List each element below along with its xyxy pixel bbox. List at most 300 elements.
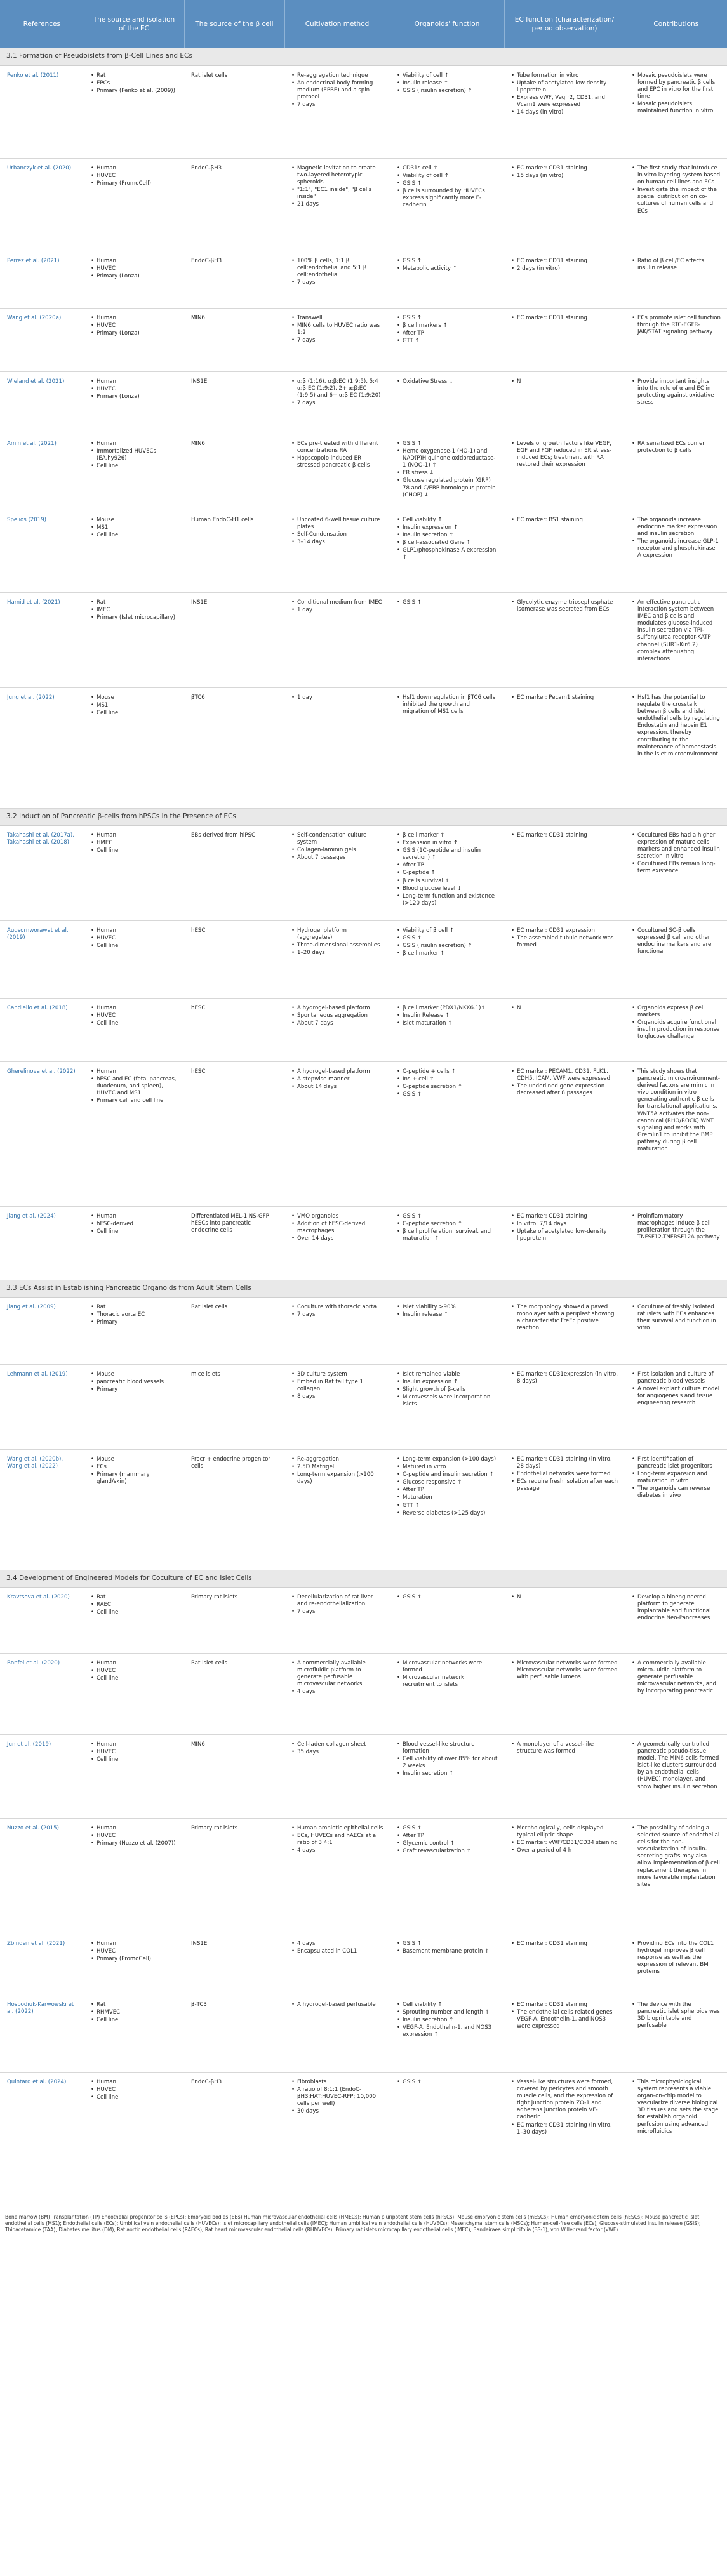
ec-source-cell xyxy=(84,1587,184,1653)
ec-source-cell-list xyxy=(91,1741,178,1764)
list-item: • GSIS (insulin secretion) ↑ xyxy=(397,943,498,950)
list-item: • Cell viability of over 85% for about 2 weeks xyxy=(397,1756,498,1770)
ec-function-cell-list xyxy=(511,258,618,272)
table-row xyxy=(0,2072,727,2208)
organoid-function-cell-list xyxy=(397,1741,498,1778)
reference-cell xyxy=(0,1995,84,2072)
reference-link[interactable]: Spelios (2019) xyxy=(7,516,47,523)
cultivation-method-cell-list xyxy=(291,832,384,862)
organoid-function-cell xyxy=(390,1449,504,1570)
cultivation-method-cell-list xyxy=(291,315,384,345)
table-row xyxy=(0,1587,727,1653)
list-item: • Rat xyxy=(91,2002,178,2008)
reference-cell xyxy=(0,251,84,308)
reference-link[interactable]: Jiang et al. (2009) xyxy=(7,1303,56,1310)
organoid-function-cell-list xyxy=(397,832,498,908)
ec-function-cell-list xyxy=(511,927,618,950)
reference-link[interactable]: Wang et al. (2020b), Wang et al. (2022) xyxy=(7,1456,63,1470)
cultivation-method-cell-list xyxy=(291,1068,384,1091)
list-item: • Insulin secretion ↑ xyxy=(397,1770,498,1777)
list-item: • After TP xyxy=(397,330,498,337)
list-item: • β cell markers ↑ xyxy=(397,322,498,329)
contributions-cell-list xyxy=(632,1825,721,1889)
list-item: • Human xyxy=(91,258,178,265)
reference-link[interactable]: Lehmann et al. (2019) xyxy=(7,1371,68,1378)
list-item: • Insulin release ↑ xyxy=(397,80,498,87)
list-item: • Human xyxy=(91,315,178,322)
reference-link[interactable]: Candiello et al. (2018) xyxy=(7,1004,68,1011)
reference-link[interactable]: Wieland et al. (2021) xyxy=(7,378,65,385)
list-item: • ECs pre-treated with different concentrations RA xyxy=(291,441,384,455)
section-row xyxy=(0,1280,727,1297)
reference-link[interactable]: Nuzzo et al. (2015) xyxy=(7,1824,59,1831)
beta-source-cell xyxy=(184,687,284,808)
organoid-function-cell-list xyxy=(397,258,498,272)
list-item: • Graft revascularization ↑ xyxy=(397,1848,498,1855)
list-item: • C-peptide + cells ↑ xyxy=(397,1068,498,1075)
reference-link[interactable]: Kravtsova et al. (2020) xyxy=(7,1593,70,1600)
list-item: • GSIS (insulin secretion) ↑ xyxy=(397,88,498,95)
reference-cell xyxy=(0,687,84,808)
reference-link[interactable]: Hospodiuk-Karwowski et al. (2022) xyxy=(7,2001,74,2015)
ec-function-cell-list xyxy=(511,694,618,701)
list-item: • GSIS ↑ xyxy=(397,599,498,606)
list-item: • Primary (Islet microcapillary) xyxy=(91,614,178,621)
reference-cell xyxy=(0,2072,84,2208)
contributions-cell-list xyxy=(632,258,721,272)
cultivation-method-cell xyxy=(284,1061,390,1206)
list-item: • Maturation xyxy=(397,1494,498,1501)
organoid-function-cell-list xyxy=(397,1941,498,1955)
organoid-function-cell xyxy=(390,592,504,687)
list-item: • Cell line xyxy=(91,1756,178,1763)
list-item: • Blood vessel-like structure formation xyxy=(397,1741,498,1755)
list-item: • 2.5D Matrigel xyxy=(291,1464,384,1471)
section-row xyxy=(0,1570,727,1587)
list-item: • Over a period of 4 h xyxy=(511,1847,618,1854)
list-item: • A ratio of 8:1:1 (EndoC-βH3:HAT:HUVEC-RFP; 10,000 cells per well) xyxy=(291,2087,384,2108)
list-item: • Insulin expression ↑ xyxy=(397,1379,498,1386)
list-item: • Glycemic control ↑ xyxy=(397,1840,498,1847)
reference-link[interactable]: Quintard et al. (2024) xyxy=(7,2078,67,2085)
ec-function-cell xyxy=(504,1297,625,1364)
list-item: • EC marker: CD31 expression xyxy=(511,927,618,934)
list-item: • 35 days xyxy=(291,1749,384,1756)
list-item: • EC marker: CD31expression (in vitro, 8 days) xyxy=(511,1371,618,1385)
beta-source-cell xyxy=(184,158,284,251)
contributions-cell xyxy=(625,158,727,251)
list-item: • Rat xyxy=(91,1594,178,1601)
list-item: • 4 days xyxy=(291,1847,384,1854)
ec-function-cell xyxy=(504,2072,625,2208)
contributions-cell xyxy=(625,1364,727,1449)
list-item: • Primary (Lonza) xyxy=(91,273,178,280)
list-item: • Expansion in vitro ↑ xyxy=(397,840,498,847)
reference-cell xyxy=(0,1061,84,1206)
list-item: • Decellularization of rat liver and re-endothelialization xyxy=(291,1594,384,1608)
list-item: • Insulin expression ↑ xyxy=(397,524,498,531)
list-item: • GSIS ↑ xyxy=(397,1594,498,1601)
contributions-cell xyxy=(625,920,727,998)
list-item: • The endothelial cells related genes VEGF-A, Endothelin-1, and NOS3 were expressed xyxy=(511,2009,618,2031)
table-row xyxy=(0,510,727,592)
table-row xyxy=(0,371,727,434)
list-item: • Cell line xyxy=(91,710,178,717)
list-item: • VMO organoids xyxy=(291,1213,384,1220)
table-row xyxy=(0,592,727,687)
header-references: References xyxy=(0,0,84,48)
list-item: • Embed in Rat tail type 1 collagen xyxy=(291,1379,384,1393)
list-item: • 30 days xyxy=(291,2108,384,2115)
ec-source-cell xyxy=(84,434,184,510)
ec-function-cell xyxy=(504,825,625,920)
contributions-cell-list xyxy=(632,1213,721,1242)
organoid-function-cell xyxy=(390,1364,504,1449)
contributions-cell-list xyxy=(632,2079,721,2135)
beta-source-cell xyxy=(184,2072,284,2208)
list-item: • Reverse diabetes (>125 days) xyxy=(397,1510,498,1517)
list-item: • Cell line xyxy=(91,2094,178,2101)
list-item: • Uptake of acetylated low-density lipoprotein xyxy=(511,1228,618,1242)
ec-function-cell-list xyxy=(511,832,618,839)
table-row xyxy=(0,998,727,1061)
list-item: • Human amniotic epithelial cells xyxy=(291,1825,384,1832)
cultivation-method-cell xyxy=(284,1995,390,2072)
list-item: • HUVEC xyxy=(91,1668,178,1675)
table-row xyxy=(0,825,727,920)
list-item: • β cell marker ↑ xyxy=(397,832,498,839)
list-item: • Mouse xyxy=(91,694,178,701)
ec-function-cell xyxy=(504,251,625,308)
header-ec-source: The source and isolation of the EC xyxy=(84,0,184,48)
contributions-cell xyxy=(625,1449,727,1570)
reference-cell xyxy=(0,371,84,434)
reference-link[interactable]: Zbinden et al. (2021) xyxy=(7,1940,65,1947)
list-item: • Providing ECs into the COL1 hydrogel improves β cell response as well as the expression of relevant BM proteins xyxy=(632,1941,721,1976)
reference-cell xyxy=(0,920,84,998)
organoid-function-cell xyxy=(390,65,504,158)
reference-link[interactable]: Jung et al. (2022) xyxy=(7,694,55,701)
list-item: • 8 days xyxy=(291,1393,384,1400)
list-item: • Cell line xyxy=(91,463,178,470)
organoid-function-cell xyxy=(390,251,504,308)
ec-function-cell-list xyxy=(511,72,618,117)
reference-link[interactable]: Jiang et al. (2024) xyxy=(7,1212,56,1219)
ec-function-cell xyxy=(504,65,625,158)
ec-function-cell-list xyxy=(511,1304,618,1332)
section-title: 3.3 ECs Assist in Establishing Pancreatic Organoids from Adult Stem Cells xyxy=(0,1280,727,1297)
list-item: • This study shows that pancreatic microenvironment-derived factors are mimic in vivo condition in vitro generating authentic β cells for translational applications. WNT5A activates the non-canonical (RHO/ROCK) WNT signaling and works with Gremlin1 to inhibit the BMP pathway during β cell maturation xyxy=(632,1068,721,1153)
beta-source-cell xyxy=(184,371,284,434)
list-item: • HUVEC xyxy=(91,1833,178,1840)
organoid-function-cell xyxy=(390,920,504,998)
list-item: • About 14 days xyxy=(291,1084,384,1091)
list-item: • GSIS (1C-peptide and insulin secretion) ↑ xyxy=(397,847,498,861)
ec-function-cell-list xyxy=(511,1741,618,1755)
list-item: • Islet maturation ↑ xyxy=(397,1020,498,1027)
list-item: • The device with the pancreatic islet spheroids was 3D bioprintable and perfusable xyxy=(632,2002,721,2030)
ec-source-cell xyxy=(84,687,184,808)
list-item: • Uncoated 6-well tissue culture plates xyxy=(291,517,384,531)
contributions-cell-list xyxy=(632,1741,721,1791)
list-item: • ECs promote islet cell function through the RTC-EGFR-JAK/STAT signaling pathway xyxy=(632,315,721,336)
contributions-cell xyxy=(625,1995,727,2072)
organoid-function-cell-list xyxy=(397,599,498,606)
list-item: • Primary cell and cell line xyxy=(91,1098,178,1105)
cultivation-method-cell-list xyxy=(291,694,384,701)
list-item: • C-peptide secretion ↑ xyxy=(397,1221,498,1228)
list-item: • Human xyxy=(91,1005,178,1012)
list-item: • HUVEC xyxy=(91,1749,178,1756)
ec-source-cell-list xyxy=(91,1941,178,1963)
list-item: • Encapsulated in COL1 xyxy=(291,1948,384,1955)
list-item: • Mouse xyxy=(91,517,178,524)
ec-function-cell-list xyxy=(511,2002,618,2031)
contributions-cell-list xyxy=(632,1304,721,1332)
ec-source-cell xyxy=(84,1364,184,1449)
section-row xyxy=(0,48,727,65)
beta-source-cell-text: MIN6 xyxy=(191,1741,205,1748)
organoid-function-cell xyxy=(390,371,504,434)
list-item: • GSIS ↑ xyxy=(397,180,498,187)
ec-source-cell-list xyxy=(91,165,178,188)
beta-source-cell xyxy=(184,1734,284,1818)
ec-function-cell-list xyxy=(511,441,618,469)
ec-source-cell-list xyxy=(91,1213,178,1236)
ec-source-cell xyxy=(84,1297,184,1364)
ec-source-cell-list xyxy=(91,72,178,95)
organoid-function-cell-list xyxy=(397,1456,498,1517)
list-item: • Long-term expansion and maturation in vitro xyxy=(632,1471,721,1485)
list-item: • MS1 xyxy=(91,524,178,531)
contributions-cell-list xyxy=(632,517,721,560)
list-item: • 2 days (in vitro) xyxy=(511,265,618,272)
list-item: • Cocultured SC-β cells expressed β cell and other endocrine markers and are functional xyxy=(632,927,721,956)
list-item: • Coculture with thoracic aorta xyxy=(291,1304,384,1311)
ec-source-cell xyxy=(84,1061,184,1206)
table-footnote: Bone marrow (BM) Transplantation (TP) Endothelial progenitor cells (EPCs); Embryoid bodies (EBs) Human microvascular endothelial cells (HMECs); Human pluripotent stem cells (hPSCs); Mouse embryonic stem cells (mESCs); Human embryonic stem cells (hESCs); Mouse pancreatic islet endothelial cells (MS1); Endothelial cells (ECs); Umbilical vein endothelial cells (HUVECs); Islet microcapillary endothelial cells (IMEC); Human umbilical vein endothelial cells (HUVECs); Mesenchymal stem cells (MSCs); Human-cell-free cells (ECs); Glucose-stimulated insulin release (GSIS); Thioacetamide (TAA); Diabetes mellitus (DM); Rat aortic endothelial cells (RAECs); Rat heart microvascular endothelial cells (RHMVECs); Primary rat islets microcapillary endothelial cells (IMEC); Bandeiraea simplicifolia (BS-1); von Willebrand factor (vWF). xyxy=(5,2214,701,2233)
list-item: • HUVEC xyxy=(91,935,178,942)
ec-function-cell-list xyxy=(511,315,618,322)
list-item: • A commercially available microfluidic platform to generate perfusable microvascular networks xyxy=(291,1660,384,1689)
organoid-function-cell-list xyxy=(397,1594,498,1601)
table-row xyxy=(0,687,727,808)
list-item: • ER stress ↓ xyxy=(397,470,498,477)
table-row xyxy=(0,1364,727,1449)
table-row xyxy=(0,1061,727,1206)
ec-function-cell xyxy=(504,1818,625,1934)
ec-function-cell-list xyxy=(511,1068,618,1098)
list-item: • RAEC xyxy=(91,1602,178,1609)
list-item: • MIN6 cells to HUVEC ratio was 1:2 xyxy=(291,322,384,336)
table-row xyxy=(0,251,727,308)
list-item: • GTT ↑ xyxy=(397,338,498,345)
cultivation-method-cell-list xyxy=(291,1941,384,1955)
beta-source-cell xyxy=(184,251,284,308)
ec-source-cell xyxy=(84,308,184,371)
list-item: • Rat xyxy=(91,1304,178,1311)
list-item: • Over 14 days xyxy=(291,1235,384,1242)
list-item: • GSIS ↑ xyxy=(397,1941,498,1948)
ec-source-cell xyxy=(84,1818,184,1934)
reference-link[interactable]: Bonfel et al. (2020) xyxy=(7,1659,60,1666)
list-item: • Cell line xyxy=(91,1675,178,1682)
list-item: • Hopscopolo induced ER stressed pancreatic β cells xyxy=(291,455,384,469)
beta-source-cell xyxy=(184,510,284,592)
list-item: • A hydrogel-based platform xyxy=(291,1068,384,1075)
contributions-cell-list xyxy=(632,1660,721,1696)
contributions-cell xyxy=(625,1297,727,1364)
contributions-cell xyxy=(625,592,727,687)
cultivation-method-cell xyxy=(284,1818,390,1934)
reference-link[interactable]: Urbanczyk et al. (2020) xyxy=(7,164,72,171)
contributions-cell xyxy=(625,1818,727,1934)
list-item: • An endocrinal body forming medium (EPBE) and a spin protocol xyxy=(291,80,384,102)
list-item: • Human xyxy=(91,1941,178,1948)
list-item: • Cell line xyxy=(91,1228,178,1235)
list-item: • Primary (Nuzzo et al. (2007)) xyxy=(91,1840,178,1847)
reference-link[interactable]: Amin et al. (2021) xyxy=(7,440,57,447)
cultivation-method-cell xyxy=(284,1587,390,1653)
ec-source-cell-list xyxy=(91,1594,178,1617)
cultivation-method-cell xyxy=(284,434,390,510)
list-item: • Basement membrane protein ↑ xyxy=(397,1948,498,1955)
beta-source-cell-text: Rat islet cells xyxy=(191,1659,228,1666)
list-item: • Collagen-laminin gels xyxy=(291,847,384,854)
table-row xyxy=(0,434,727,510)
reference-link[interactable]: Wang et al. (2020a) xyxy=(7,314,62,321)
organoid-function-cell xyxy=(390,1206,504,1280)
contributions-cell-list xyxy=(632,1068,721,1153)
table-row xyxy=(0,1995,727,2072)
organoid-function-cell xyxy=(390,1297,504,1364)
list-item: • Mosaic pseudoislets were formed by pancreatic β cells and EPC in vitro for the first time xyxy=(632,72,721,101)
list-item: • 100% β cells, 1:1 β cell:endothelial and 5:1 β cell:endothelial xyxy=(291,258,384,279)
list-item: • This microphysiological system represents a viable organ-on-chip model to vascularize diverse biological 3D tissues and sets the stage for establish organoid perfusion using advanced microfluidics xyxy=(632,2079,721,2135)
reference-link[interactable]: Jun et al. (2019) xyxy=(7,1741,51,1748)
list-item: • Spontaneous aggregation xyxy=(291,1012,384,1019)
list-item: • HUVEC xyxy=(91,2087,178,2094)
list-item: • Hydrogel platform (aggregates) xyxy=(291,927,384,941)
list-item: • Primary (PromoCell) xyxy=(91,180,178,187)
ec-function-cell xyxy=(504,920,625,998)
list-item: • HUVEC xyxy=(91,322,178,329)
reference-link[interactable]: Gherelinova et al. (2022) xyxy=(7,1068,76,1075)
list-item: • A commercially available micro- uidic platform to generate perfusable microvascular networks, and by incorporating pancreatic xyxy=(632,1660,721,1696)
organoid-function-cell-list xyxy=(397,165,498,209)
list-item: • Human xyxy=(91,1741,178,1748)
cultivation-method-cell-list xyxy=(291,258,384,287)
cultivation-method-cell-list xyxy=(291,2079,384,2116)
beta-source-cell xyxy=(184,1061,284,1206)
ec-source-cell xyxy=(84,65,184,158)
list-item: • Mouse xyxy=(91,1456,178,1463)
beta-source-cell xyxy=(184,998,284,1061)
beta-source-cell xyxy=(184,1364,284,1449)
beta-source-cell-text: βTC6 xyxy=(191,694,205,701)
list-item: • RA sensitized ECs confer protection to β cells xyxy=(632,441,721,455)
organoid-function-cell-list xyxy=(397,315,498,345)
list-item: • C-peptide ↑ xyxy=(397,870,498,877)
list-item: • MS1 xyxy=(91,702,178,709)
list-item: • First isolation and culture of pancreatic blood vessels xyxy=(632,1371,721,1385)
list-item: • Coculture of freshly isolated rat islets with ECs enhances their survival and function in vitro xyxy=(632,1304,721,1332)
ec-source-cell xyxy=(84,998,184,1061)
list-item: • Islet remained viable xyxy=(397,1371,498,1378)
cultivation-method-cell xyxy=(284,65,390,158)
cultivation-method-cell-list xyxy=(291,1594,384,1616)
ec-function-cell-list xyxy=(511,1371,618,1385)
ec-function-cell-list xyxy=(511,378,618,385)
ec-function-cell xyxy=(504,1061,625,1206)
contributions-cell xyxy=(625,687,727,808)
beta-source-cell xyxy=(184,1995,284,2072)
table-row xyxy=(0,1449,727,1570)
ec-function-cell xyxy=(504,1587,625,1653)
reference-link[interactable]: Perrez et al. (2021) xyxy=(7,257,60,264)
list-item: • Ins + cell ↑ xyxy=(397,1076,498,1083)
ec-source-cell-list xyxy=(91,1068,178,1105)
reference-link[interactable]: Augsornworawat et al. (2019) xyxy=(7,927,69,941)
reference-cell xyxy=(0,1734,84,1818)
list-item: • Long-term function and existence (>120 days) xyxy=(397,893,498,907)
list-item: • EC marker: CD31 staining xyxy=(511,2002,618,2008)
list-item: • "1:1", "EC1 inside", "β cells inside" xyxy=(291,187,384,201)
table-row xyxy=(0,1934,727,1995)
organoid-function-cell xyxy=(390,510,504,592)
reference-link[interactable]: Penko et al. (2011) xyxy=(7,72,59,79)
beta-source-cell xyxy=(184,65,284,158)
reference-cell xyxy=(0,825,84,920)
list-item: • β cells survival ↑ xyxy=(397,878,498,885)
list-item: • Blood glucose level ↓ xyxy=(397,886,498,893)
list-item: • Glucose responsive ↑ xyxy=(397,1479,498,1486)
beta-source-cell xyxy=(184,592,284,687)
reference-link[interactable]: Hamid et al. (2021) xyxy=(7,599,60,606)
contributions-cell xyxy=(625,1061,727,1206)
list-item: • Cell line xyxy=(91,532,178,539)
list-item: • Human xyxy=(91,1825,178,1832)
list-item: • HUVEC xyxy=(91,1948,178,1955)
reference-cell xyxy=(0,592,84,687)
list-item: • N xyxy=(511,378,618,385)
list-item: • Develop a bioengineered platform to generate implantable and functional endocrine Neo-Pancreases xyxy=(632,1594,721,1623)
list-item: • Hsf1 has the potential to regulate the crosstalk between β cells and islet endothelial cells by regulating Endostatin and hepsin E1 expression, thereby contributing to the maintenance of homeostasis in the islet microenvironment xyxy=(632,694,721,759)
cultivation-method-cell xyxy=(284,1934,390,1995)
section-title: 3.1 Formation of Pseudoislets from β-Cell Lines and ECs xyxy=(0,48,727,65)
section-title: 3.4 Development of Engineered Models for Coculture of EC and Islet Cells xyxy=(0,1570,727,1587)
cultivation-method-cell xyxy=(284,1449,390,1570)
cultivation-method-cell-list xyxy=(291,378,384,408)
list-item: • EC marker: CD31 staining (in vitro, 28 days) xyxy=(511,1456,618,1470)
organoid-function-cell xyxy=(390,825,504,920)
organoid-function-cell xyxy=(390,434,504,510)
list-item: • Transwell xyxy=(291,315,384,322)
list-item: • 15 days (in vitro) xyxy=(511,173,618,180)
ec-function-cell-list xyxy=(511,1594,618,1601)
list-item: • A hydrogel-based perfusable xyxy=(291,2002,384,2008)
reference-link[interactable]: Takahashi et al. (2017a), Takahashi et al. (2018) xyxy=(7,832,75,846)
organoid-function-cell-list xyxy=(397,694,498,716)
list-item: • Glycolytic enzyme triosephosphate isomerase was secreted from ECs xyxy=(511,599,618,613)
beta-source-cell-text: Primary rat islets xyxy=(191,1824,238,1831)
contributions-cell xyxy=(625,251,727,308)
contributions-cell xyxy=(625,998,727,1061)
list-item: • Insulin secretion ↑ xyxy=(397,532,498,539)
beta-source-cell xyxy=(184,1587,284,1653)
list-item: • Human xyxy=(91,927,178,934)
list-item: • EC marker: BS1 staining xyxy=(511,517,618,524)
